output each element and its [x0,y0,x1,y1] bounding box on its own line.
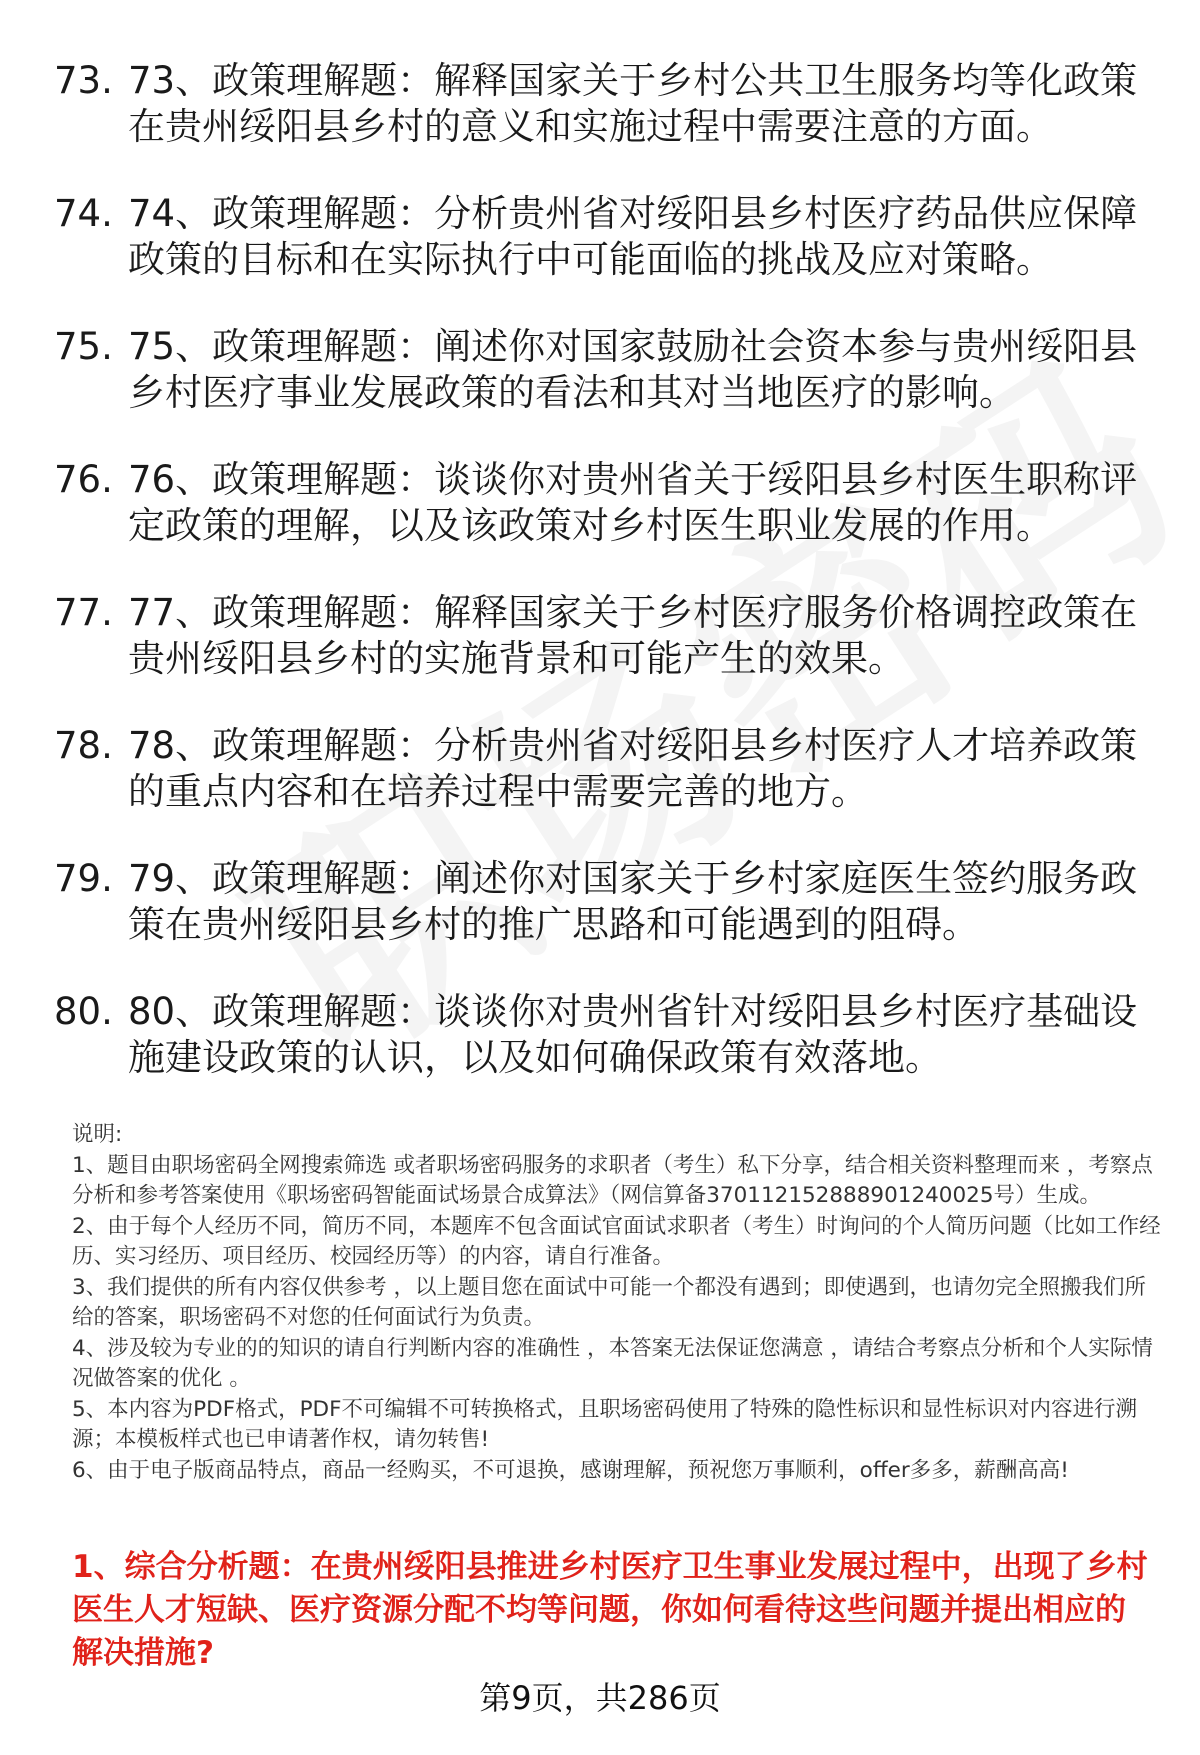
question-text: 77、政策理解题：解释国家关于乡村医疗服务价格调控政策在贵州绥阳县乡村的实施背景和可能产生的效果。 [128,591,1138,680]
note-item: 5、本内容为PDF格式，PDF不可编辑不可转换格式，且职场密码使用了特殊的隐性标识和显性标识对内容进行溯源；本模板样式也已申请著作权，请勿转售! [72,1396,1137,1452]
question-number: 79. [54,857,113,900]
page-footer: 第9页，共286页 [479,1679,721,1717]
question-text: 75、政策理解题：阐述你对国家鼓励社会资本参与贵州绥阳县乡村医疗事业发展政策的看法和其对当地医疗的影响。 [128,325,1138,414]
notes-title: 说明: [72,1122,123,1147]
question-list [0,58,1200,1122]
note-item: 6、由于电子版商品特点，商品一经购买，不可退换，感谢理解，预祝您万事顺利，offer多多，薪酬高高! [72,1457,1069,1483]
question-item [0,856,1200,989]
question-item [0,324,1200,457]
question-item [0,457,1200,590]
note-item: 3、我们提供的所有内容仅供参考 ，以上题目您在面试中可能一个都没有遇到；即使遇到，也请勿完全照搬我们所给的答案，职场密码不对您的任何面试行为负责。 [72,1274,1147,1330]
question-number: 73. [54,59,113,102]
note-item: 2、由于每个人经历不同，简历不同，本题库不包含面试官面试求职者（考生）时询问的个人简历问题（比如工作经历、实习经历、项目经历、校园经历等）的内容，请自行准备。 [72,1213,1161,1269]
question-text: 80、政策理解题：谈谈你对贵州省针对绥阳县乡村医疗基础设施建设政策的认识，以及如何确保政策有效落地。 [128,990,1138,1079]
question-item [0,723,1200,856]
question-text: 74、政策理解题：分析贵州省对绥阳县乡村医疗药品供应保障政策的目标和在实际执行中可能面临的挑战及应对策略。 [128,192,1138,281]
question-item [0,58,1200,191]
note-item: 4、涉及较为专业的的知识的请自行判断内容的准确性 ，本答案无法保证您满意 ，请结合考察点分析和个人实际情况做答案的优化 。 [72,1335,1153,1391]
question-number: 78. [54,724,113,767]
question-item [0,989,1200,1122]
question-number: 76. [54,458,113,501]
question-text: 73、政策理解题：解释国家关于乡村公共卫生服务均等化政策在贵州绥阳县乡村的意义和实施过程中需要注意的方面。 [128,59,1138,148]
highlighted-question: 1、综合分析题：在贵州绥阳县推进乡村医疗卫生事业发展过程中，出现了乡村医生人才短缺、医疗资源分配不均等问题，你如何看待这些问题并提出相应的解决措施? [72,1549,1148,1671]
note-item: 1、题目由职场密码全网搜索筛选 或者职场密码服务的求职者（考生）私下分享，结合相关资料整理而来 ，考察点分析和参考答案使用《职场密码智能面试场景合成算法》（网信算备370112152888901240025号）生成。 [72,1152,1153,1208]
question-text: 76、政策理解题：谈谈你对贵州省关于绥阳县乡村医生职称评定政策的理解，以及该政策对乡村医生职业发展的作用。 [128,458,1138,547]
question-number: 75. [54,325,113,368]
question-number: 80. [54,990,113,1033]
question-number: 74. [54,192,113,235]
notes-section [72,1120,1162,1486]
question-number: 77. [54,591,113,634]
question-item [0,590,1200,723]
question-text: 78、政策理解题：分析贵州省对绥阳县乡村医疗人才培养政策的重点内容和在培养过程中需要完善的地方。 [128,724,1138,813]
question-text: 79、政策理解题：阐述你对国家关于乡村家庭医生签约服务政策在贵州绥阳县乡村的推广思路和可能遇到的阻碍。 [128,857,1138,946]
question-item [0,191,1200,324]
